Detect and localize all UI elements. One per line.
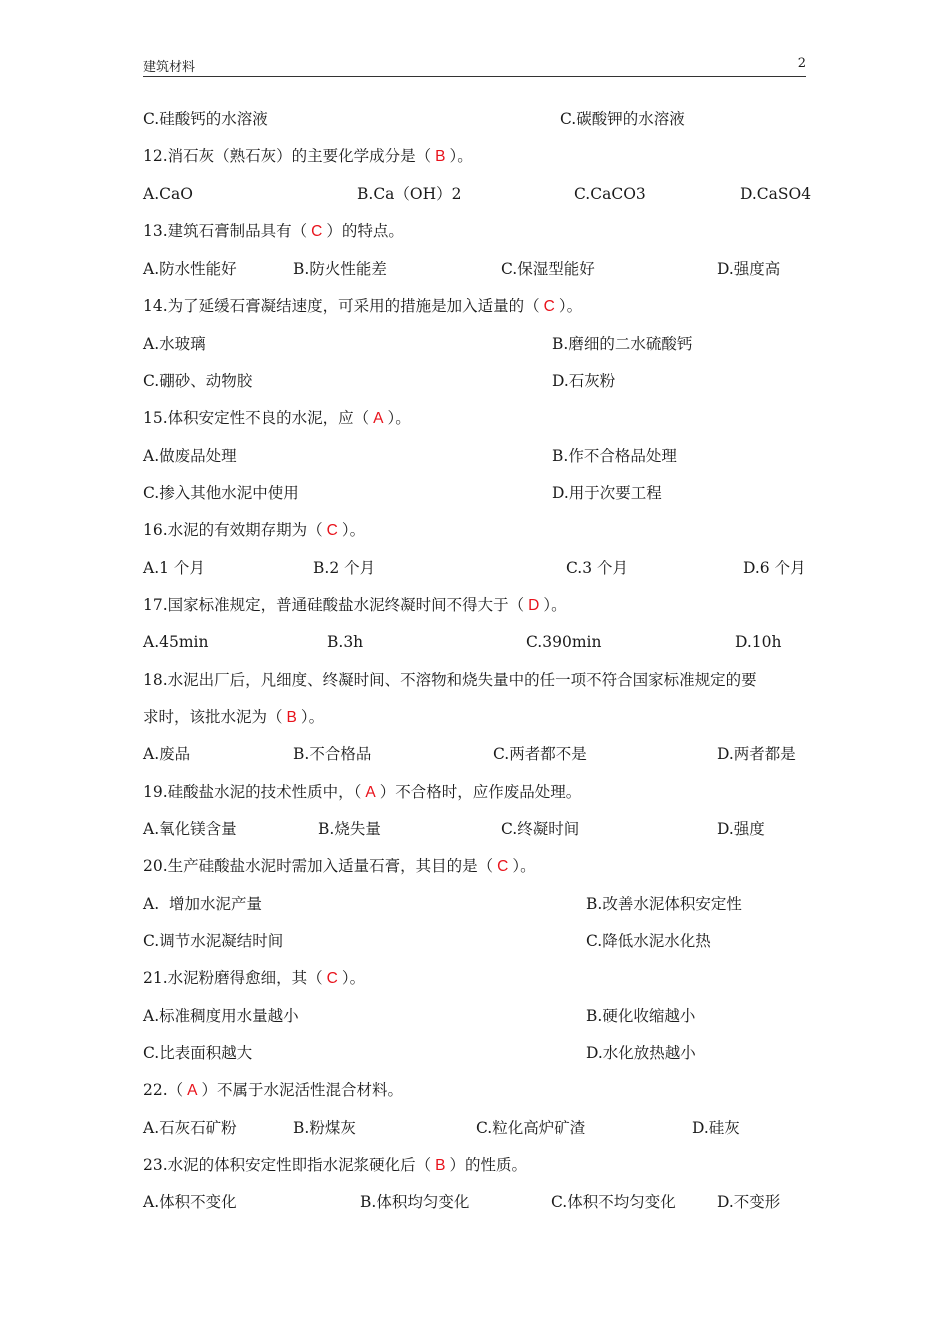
question-text: ）。 bbox=[558, 297, 583, 315]
question-text: ）不属于水泥活性混合材料。 bbox=[201, 1081, 404, 1099]
option-item bbox=[551, 1189, 676, 1215]
option-text: B.防火性能差 bbox=[293, 260, 387, 278]
question-text: ）。 bbox=[449, 147, 473, 165]
option-item bbox=[313, 555, 375, 581]
option-text: B.改善水泥体积安定性 bbox=[586, 895, 742, 913]
option-text: C.体积不均匀变化 bbox=[551, 1193, 676, 1211]
option-item bbox=[143, 368, 252, 394]
question-text: ）。 bbox=[341, 521, 366, 539]
question-line bbox=[143, 143, 473, 169]
option-text: C.掺入其他水泥中使用 bbox=[143, 484, 299, 502]
question-line bbox=[143, 667, 757, 693]
question-text: 15.体积安定性不良的水泥，应（ bbox=[143, 409, 370, 427]
option-text: C.两者都不是 bbox=[493, 745, 587, 763]
question-text: ）。 bbox=[512, 857, 536, 875]
option-text: A.45min bbox=[143, 633, 209, 651]
option-item bbox=[318, 816, 381, 842]
option-item bbox=[143, 1003, 299, 1029]
question-text: 23.水泥的体积安定性即指水泥浆硬化后（ bbox=[143, 1156, 432, 1174]
question-text: 18.水泥出厂后，凡细度、终凝时间、不溶物和烧失量中的任一项不符合国家标准规定的要 bbox=[143, 671, 757, 689]
option-text: B.Ca（OH）2 bbox=[357, 185, 462, 203]
option-item bbox=[717, 1189, 780, 1215]
option-item bbox=[143, 480, 299, 506]
option-item bbox=[476, 1115, 585, 1141]
question-text: ）不合格时，应作废品处理。 bbox=[379, 783, 582, 801]
option-text: B.3h bbox=[327, 633, 364, 651]
option-item bbox=[552, 443, 677, 469]
answer-mark: C bbox=[326, 522, 338, 539]
option-item bbox=[143, 816, 237, 842]
question-text: 14.为了延缓石膏凝结速度，可采用的措施是加入适量的（ bbox=[143, 297, 540, 315]
question-line bbox=[143, 592, 567, 618]
option-text: A. 增加水泥产量 bbox=[143, 895, 262, 913]
question-text: ）的性质。 bbox=[449, 1156, 528, 1174]
answer-mark: C bbox=[326, 970, 338, 987]
option-item bbox=[566, 555, 628, 581]
question-line bbox=[143, 517, 365, 543]
option-item bbox=[143, 181, 193, 207]
option-item bbox=[143, 891, 262, 917]
option-text: A.氧化镁含量 bbox=[143, 820, 237, 838]
question-line bbox=[143, 779, 581, 805]
option-text: D.CaSO4 bbox=[740, 185, 812, 203]
question-text: 20.生产硅酸盐水泥时需加入适量石膏，其目的是（ bbox=[143, 857, 494, 875]
option-text: A.体积不变化 bbox=[143, 1193, 237, 1211]
option-item bbox=[143, 1115, 237, 1141]
option-item bbox=[143, 555, 205, 581]
option-text: D.硅灰 bbox=[692, 1119, 740, 1137]
option-text: C.硅酸钙的水溶液 bbox=[143, 110, 268, 128]
option-item bbox=[586, 1003, 695, 1029]
page-number: 2 bbox=[797, 56, 806, 71]
answer-mark: A bbox=[187, 1082, 198, 1099]
option-item bbox=[743, 555, 806, 581]
answer-mark: C bbox=[311, 223, 323, 240]
option-text: C.降低水泥水化热 bbox=[586, 932, 711, 950]
option-text: C.终凝时间 bbox=[501, 820, 580, 838]
answer-mark: C bbox=[497, 858, 509, 875]
option-item bbox=[692, 1115, 740, 1141]
option-item bbox=[552, 368, 615, 394]
option-text: C.390min bbox=[526, 633, 602, 651]
question-text: ）的特点。 bbox=[326, 222, 404, 240]
question-text: 16.水泥的有效期存期为（ bbox=[143, 521, 323, 539]
option-item bbox=[740, 181, 811, 207]
page-header bbox=[143, 56, 806, 77]
question-text: 13.建筑石膏制品具有（ bbox=[143, 222, 308, 240]
option-text: B.硬化收缩越小 bbox=[586, 1007, 696, 1025]
question-text: ）。 bbox=[543, 596, 567, 614]
answer-mark: B bbox=[286, 709, 297, 726]
option-text: B.作不合格品处理 bbox=[552, 447, 677, 465]
question-line bbox=[143, 1077, 403, 1103]
option-item bbox=[143, 256, 237, 282]
question-line bbox=[143, 293, 582, 319]
question-line bbox=[143, 965, 365, 991]
option-text: B.磨细的二水硫酸钙 bbox=[552, 335, 693, 353]
option-item bbox=[501, 816, 579, 842]
question-text: 12.消石灰（熟石灰）的主要化学成分是（ bbox=[143, 147, 432, 165]
option-text: B.粉煤灰 bbox=[293, 1119, 356, 1137]
option-text: C.调节水泥凝结时间 bbox=[143, 932, 284, 950]
option-item bbox=[143, 928, 283, 954]
question-text: 21.水泥粉磨得愈细，其（ bbox=[143, 969, 323, 987]
answer-mark: B bbox=[435, 148, 446, 165]
option-text: A.做废品处理 bbox=[143, 447, 237, 465]
question-text: ）。 bbox=[300, 708, 325, 726]
option-text: B.2 个月 bbox=[313, 559, 376, 577]
option-item bbox=[717, 741, 796, 767]
option-text: C.粒化高炉矿渣 bbox=[476, 1119, 586, 1137]
option-item bbox=[143, 443, 237, 469]
answer-mark: D bbox=[528, 597, 540, 614]
option-item bbox=[293, 741, 371, 767]
question-line bbox=[143, 704, 324, 730]
option-item bbox=[552, 331, 692, 357]
option-text: A.水玻璃 bbox=[143, 335, 206, 353]
option-text: C.硼砂、动物胶 bbox=[143, 372, 253, 390]
question-text: 求时，该批水泥为（ bbox=[143, 708, 283, 726]
option-text: A.防水性能好 bbox=[143, 260, 237, 278]
option-item bbox=[143, 331, 206, 357]
option-text: D.石灰粉 bbox=[552, 372, 616, 390]
answer-mark: B bbox=[435, 1157, 446, 1174]
option-item bbox=[293, 256, 387, 282]
question-line bbox=[143, 1152, 527, 1178]
question-text: ）。 bbox=[387, 409, 411, 427]
option-item bbox=[493, 741, 587, 767]
answer-mark: A bbox=[365, 784, 376, 801]
option-text: B.不合格品 bbox=[293, 745, 372, 763]
option-text: C.比表面积越大 bbox=[143, 1044, 253, 1062]
question-line bbox=[143, 218, 404, 244]
option-item bbox=[360, 1189, 469, 1215]
option-row bbox=[560, 106, 685, 132]
option-item bbox=[143, 629, 208, 655]
option-text: D.两者都是 bbox=[717, 745, 796, 763]
option-item bbox=[717, 816, 765, 842]
option-item bbox=[501, 256, 595, 282]
option-item bbox=[717, 256, 780, 282]
option-text: A.石灰石矿粉 bbox=[143, 1119, 237, 1137]
option-text: D.水化放热越小 bbox=[586, 1044, 696, 1062]
option-text: D.强度高 bbox=[717, 260, 781, 278]
option-text: A.1 个月 bbox=[143, 559, 205, 577]
option-item bbox=[526, 629, 601, 655]
option-text: B.体积均匀变化 bbox=[360, 1193, 470, 1211]
option-item bbox=[143, 1040, 252, 1066]
option-row bbox=[143, 106, 268, 132]
question-text: 17.国家标准规定，普通硅酸盐水泥终凝时间不得大于（ bbox=[143, 596, 525, 614]
question-text: 22.（ bbox=[143, 1081, 184, 1099]
header-title: 建筑材料 bbox=[143, 60, 196, 75]
option-text: C.保湿型能好 bbox=[501, 260, 595, 278]
option-item bbox=[143, 1189, 237, 1215]
option-item bbox=[586, 928, 711, 954]
option-item bbox=[586, 891, 742, 917]
option-text: A.标准稠度用水量越小 bbox=[143, 1007, 299, 1025]
question-line bbox=[143, 853, 536, 879]
question-text: ）。 bbox=[341, 969, 366, 987]
option-item bbox=[735, 629, 782, 655]
option-item bbox=[293, 1115, 356, 1141]
option-text: A.CaO bbox=[143, 185, 193, 203]
option-text: D.6 个月 bbox=[743, 559, 806, 577]
option-item bbox=[327, 629, 363, 655]
option-text: D.10h bbox=[735, 633, 782, 651]
option-text: C.碳酸钾的水溶液 bbox=[560, 110, 685, 128]
option-item bbox=[574, 181, 646, 207]
option-text: D.用于次要工程 bbox=[552, 484, 662, 502]
option-text: B.烧失量 bbox=[318, 820, 381, 838]
option-text: D.不变形 bbox=[717, 1193, 781, 1211]
option-item bbox=[586, 1040, 696, 1066]
option-item bbox=[143, 741, 190, 767]
option-text: D.强度 bbox=[717, 820, 765, 838]
option-text: C.3 个月 bbox=[566, 559, 629, 577]
option-text: A.废品 bbox=[143, 745, 191, 763]
answer-mark: A bbox=[373, 410, 384, 427]
answer-mark: C bbox=[543, 298, 555, 315]
question-line bbox=[143, 405, 411, 431]
option-text: C.CaCO3 bbox=[574, 185, 646, 203]
option-item bbox=[552, 480, 662, 506]
option-item bbox=[357, 181, 462, 207]
question-text: 19.硅酸盐水泥的技术性质中，（ bbox=[143, 783, 362, 801]
